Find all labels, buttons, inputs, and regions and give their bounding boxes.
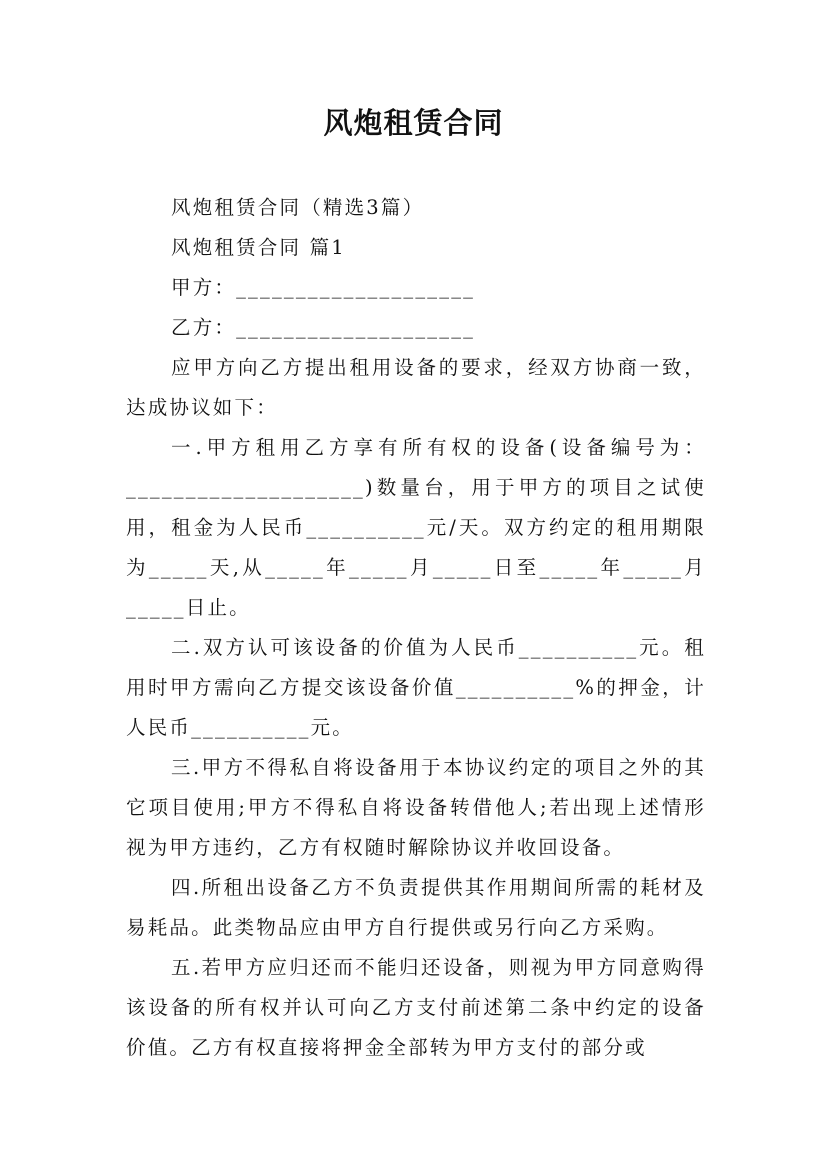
paragraph-section-heading: 风炮租赁合同 篇1 [171,236,346,259]
paragraph-subtitle: 风炮租赁合同（精选3篇） [171,196,425,219]
paragraph-party-b: 乙方：____________________ [171,316,476,339]
paragraph-clause-3: 三.甲方不得私自将设备用于本协议约定的项目之外的其它项目使用;甲方不得私自将设备转借他人;若出现上述情形视为甲方违约，乙方有权随时解除协议并收回设备。 [126,756,706,859]
paragraph-clause-2: 二.双方认可该设备的价值为人民币__________元。租用时甲方需向乙方提交该设备价值__________%的押金，计人民币__________元。 [126,636,706,739]
paragraph-party-a: 甲方：____________________ [171,276,476,299]
paragraph-clause-4: 四.所租出设备乙方不负责提供其作用期间所需的耗材及易耗品。此类物品应由甲方自行提供或另行向乙方采购。 [126,876,706,939]
paragraph-clause-5: 五.若甲方应归还而不能归还设备，则视为甲方同意购得该设备的所有权并认可向乙方支付前述第二条中约定的设备价值。乙方有权直接将押金全部转为甲方支付的部分或 [126,956,706,1059]
paragraph-intro: 应甲方向乙方提出租用设备的要求，经双方协商一致，达成协议如下： [126,356,706,419]
document-body [126,188,706,1068]
document-title: 风炮租赁合同 [323,106,504,140]
paragraph-clause-1: 一.甲方租用乙方享有所有权的设备(设备编号为：____________________)数量台，用于甲方的项目之试使用，租金为人民币__________元/天。双方约定的租用期限为_____天,从_____年_____月_____日至_____年_____月_____日止。 [126,436,706,619]
